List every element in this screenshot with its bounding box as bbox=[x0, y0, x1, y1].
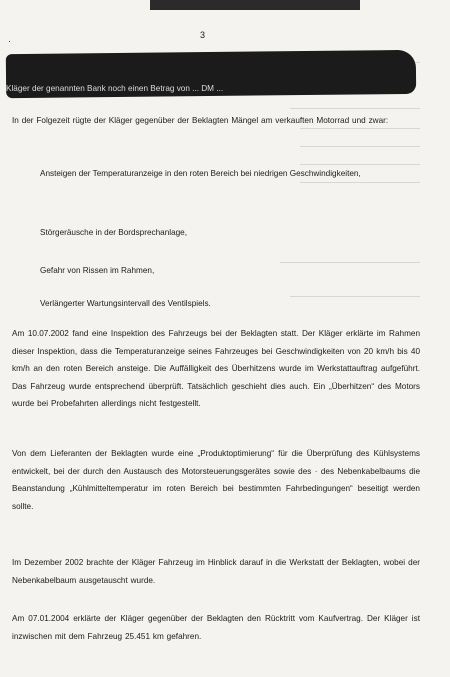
defect-item: Verlängerter Wartungsintervall des Ventilspiels. bbox=[40, 299, 211, 308]
page-number: 3 bbox=[200, 30, 206, 40]
december-paragraph: Im Dezember 2002 brachte der Kläger Fahrzeug im Hinblick darauf in die Werkstatt der Beklagten, wobei der Nebenkabelbaum ausgetauscht wurde. bbox=[12, 558, 420, 585]
product-optimization-paragraph: Von dem Lieferanten der Beklagten wurde eine „Produktoptimierung“ für die Überprüfung des Kühlsystems entwickelt, bei der durch den Austausch des Motorsteuerungsgerätes sowie des · des Nebenkabelbaums die Beanstandung „Kühlmitteltemperatur im roten Bereich bei bestimmten Fahrbedingungen“ beseitigt werden sollte. bbox=[12, 449, 420, 511]
intro-paragraph: In der Folgezeit rügte der Kläger gegenüber der Beklagten Mängel am verkauften Motorrad und zwar: bbox=[12, 116, 389, 125]
withdrawal-paragraph: Am 07.01.2004 erklärte der Kläger gegenüber der Beklagten den Rücktritt vom Kaufvertrag. Der Kläger ist inzwischen mit dem Fahrzeug 25.451 km gefahren. bbox=[12, 614, 420, 641]
margin-mark: · bbox=[8, 36, 11, 46]
scan-top-edge bbox=[150, 0, 360, 10]
redacted-text: Kläger der genannten Bank noch einen Betrag von ... DM ... bbox=[6, 84, 224, 93]
defect-item: Ansteigen der Temperaturanzeige in den roten Bereich bei niedrigen Geschwindigkeiten, bbox=[40, 169, 361, 178]
defect-item: Störgeräusche in der Bordsprechanlage, bbox=[40, 228, 188, 237]
inspection-paragraph: Am 10.07.2002 fand eine Inspektion des Fahrzeugs bei der Beklagten statt. Der Kläger erklärte im Rahmen dieser Inspektion, dass die Temperaturanzeige seines Fahrzeuges bei Geschwindigkeiten von 20 km/h bis 40 km/h an den roten Bereich ansteige. Die Auffälligkeit des Überhitzens wurde im Werkstattauftrag aufgeführt. Das Fahrzeug wurde entsprechend überprüft. Tatsächlich geschieht dies auch. Ein „Überhitzen“ des Motors wurde bei Probefahrten allerdings nicht festgestellt. bbox=[12, 329, 420, 408]
defect-item: Gefahr von Rissen im Rahmen, bbox=[40, 266, 155, 275]
